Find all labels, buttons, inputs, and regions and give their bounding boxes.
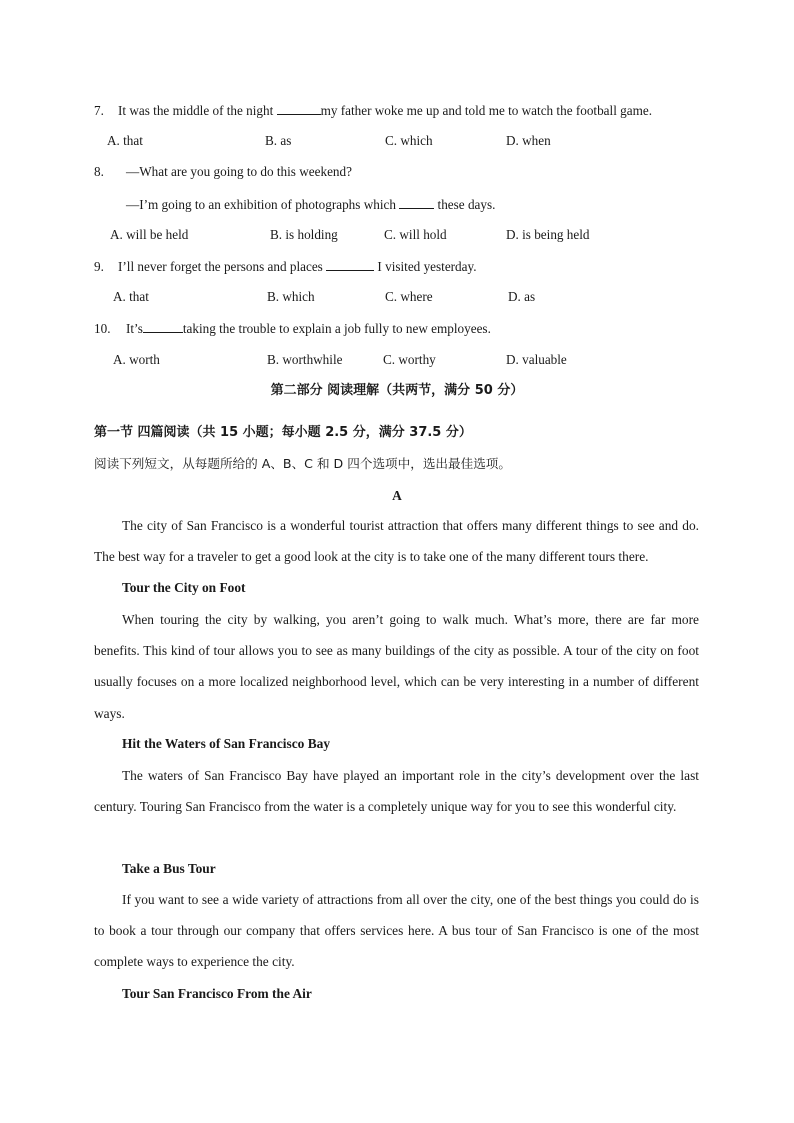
- question-number: 9.: [94, 259, 104, 274]
- question-number: 10.: [94, 321, 111, 336]
- option-b: B. as: [265, 133, 292, 148]
- option-b: B. which: [267, 289, 315, 304]
- part-2-title: 第二部分 阅读理解（共两节，满分 50 分）: [270, 383, 524, 398]
- answer-blank: [326, 258, 374, 271]
- option-c: C. where: [385, 289, 433, 304]
- question-text-before: It was the middle of the night: [118, 103, 277, 118]
- option-d: D. when: [506, 133, 551, 148]
- question-7: [94, 102, 652, 119]
- question-text-after: I visited yesterday.: [374, 259, 477, 274]
- option-c: C. worthy: [383, 352, 436, 367]
- question-text-before: —I’m going to an exhibition of photographs which: [126, 197, 400, 212]
- question-8: [94, 164, 352, 180]
- passage-paragraph: When touring the city by walking, you aren’t going to walk much. What’s more, there are far more benefits. This kind of tour allows you to see as many buildings of the city as possible. A tour of the city on foot usually focuses on a more localized neighborhood level, which can be very interesting in a number of different ways.: [94, 612, 699, 721]
- passage-letter: A: [392, 488, 402, 503]
- answer-blank: [399, 196, 434, 209]
- answer-blank: [143, 320, 183, 333]
- passage-subheading: Tour the City on Foot: [122, 580, 246, 595]
- question-9: [94, 258, 477, 275]
- passage-subheading: Take a Bus Tour: [122, 861, 216, 876]
- option-c: C. will hold: [384, 227, 447, 242]
- question-line-1: —What are you going to do this weekend?: [126, 164, 352, 179]
- option-c: C. which: [385, 133, 433, 148]
- answer-blank: [277, 102, 321, 115]
- option-d: D. valuable: [506, 352, 567, 367]
- instructions: 阅读下列短文，从每题所给的 A、B、C 和 D 四个选项中，选出最佳选项。: [94, 456, 511, 471]
- question-text-before: It’s: [126, 321, 143, 336]
- section-1-title: 第一节 四篇阅读（共 15 小题；每小题 2.5 分，满分 37.5 分）: [94, 425, 472, 440]
- option-a: A. that: [107, 133, 143, 148]
- passage-intro: The city of San Francisco is a wonderful tourist attraction that offers many different things to see and do. The best way for a traveler to get a good look at the city is to take one of the many different tours there.: [94, 518, 699, 565]
- question-number: 7.: [94, 103, 104, 118]
- question-text-after: these days.: [434, 197, 496, 212]
- question-text-before: I’ll never forget the persons and places: [118, 259, 327, 274]
- option-b: B. worthwhile: [267, 352, 343, 367]
- option-d: D. as: [508, 289, 536, 304]
- question-8-line-2: [126, 196, 495, 213]
- question-text-after: taking the trouble to explain a job fully to new employees.: [182, 321, 491, 336]
- question-10: [94, 320, 491, 337]
- option-b: B. is holding: [270, 227, 338, 242]
- option-a: A. will be held: [110, 227, 189, 242]
- question-number: 8.: [94, 164, 104, 179]
- passage-paragraph: If you want to see a wide variety of attractions from all over the city, one of the best things you could do is to book a tour through our company that offers services here. A bus tour of San Francisco is one of the most complete ways to experience the city.: [94, 892, 699, 970]
- option-d: D. is being held: [506, 227, 590, 242]
- passage-paragraph: The waters of San Francisco Bay have played an important role in the city’s development over the last century. Touring San Francisco from the water is a completely unique way for you to see this wonderful city.: [94, 768, 699, 815]
- option-a: A. that: [113, 289, 149, 304]
- passage-subheading: Hit the Waters of San Francisco Bay: [122, 736, 331, 751]
- option-a: A. worth: [113, 352, 160, 367]
- passage-subheading: Tour San Francisco From the Air: [122, 986, 312, 1001]
- question-text-after: my father woke me up and told me to watch the football game.: [320, 103, 653, 118]
